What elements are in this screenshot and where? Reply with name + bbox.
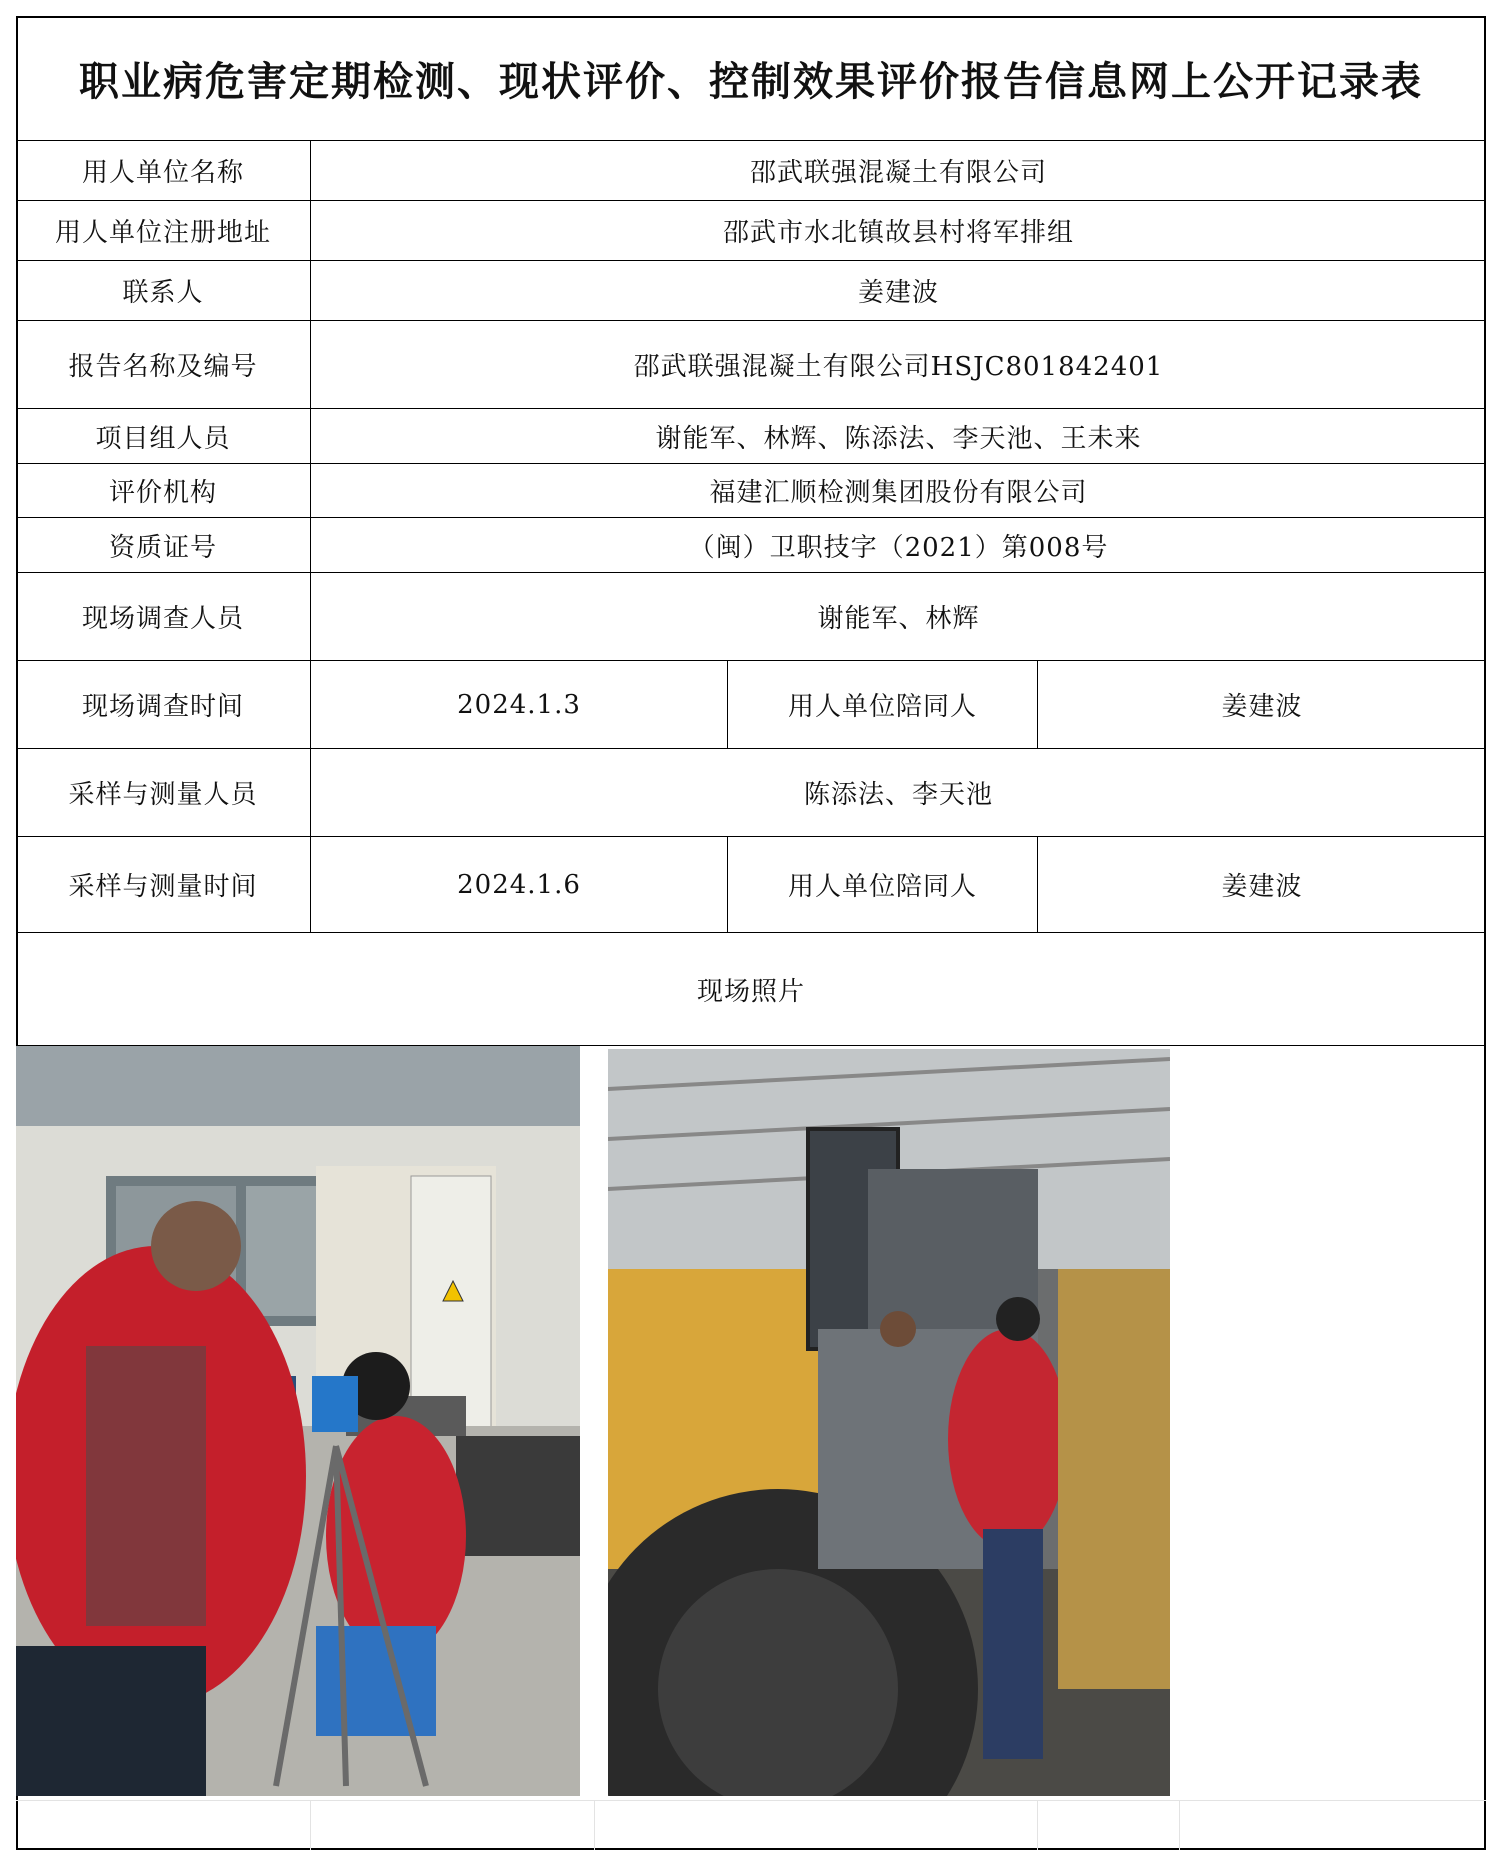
row-employer-address: [16, 200, 1486, 260]
label-contact: 联系人: [122, 278, 204, 308]
label-sampling-accompany: 用人单位陪同人: [727, 837, 1037, 932]
row-sampling-time: [16, 836, 1486, 932]
row-qualification: [16, 517, 1486, 572]
row-team: [16, 408, 1486, 463]
site-photo-loader: [608, 1049, 1170, 1796]
value-team: 谢能军、林辉、陈添法、李天池、王未来: [310, 409, 1486, 463]
value-sampling-time: 2024.1.6: [310, 837, 727, 932]
row-photos-label: [16, 932, 1486, 1046]
site-photo-indoor: [16, 1046, 580, 1796]
value-qualification: （闽）卫职技字（2021）第008号: [310, 518, 1486, 572]
value-sampling-accompany: 姜建波: [1037, 837, 1486, 932]
label-survey-accompany: 用人单位陪同人: [727, 661, 1037, 748]
document-title: 职业病危害定期检测、现状评价、控制效果评价报告信息网上公开记录表: [79, 57, 1423, 105]
footer-divider-3: [1037, 1801, 1038, 1850]
value-survey-time: 2024.1.3: [310, 661, 727, 748]
footer-divider-4: [1179, 1801, 1180, 1850]
footer-divider-2: [594, 1801, 595, 1850]
label-survey-staff: 现场调查人员: [81, 604, 244, 634]
value-agency: 福建汇顺检测集团股份有限公司: [310, 464, 1486, 517]
row-sampling-staff: [16, 748, 1486, 836]
row-report: [16, 320, 1486, 408]
photos-label: 现场照片: [696, 976, 805, 1007]
value-employer-address: 邵武市水北镇故县村将军排组: [310, 201, 1486, 260]
row-agency: [16, 463, 1486, 517]
value-sampling-staff: 陈添法、李天池: [310, 749, 1486, 836]
footer-divider-1: [310, 1801, 311, 1850]
row-survey-staff: [16, 572, 1486, 660]
value-employer-name: 邵武联强混凝土有限公司: [310, 141, 1486, 200]
row-survey-time: [16, 660, 1486, 748]
value-survey-staff: 谢能军、林辉: [310, 573, 1486, 660]
blank-footer-row: [16, 1800, 1486, 1850]
row-employer-name: [16, 140, 1486, 200]
label-qualification: 资质证号: [108, 532, 217, 563]
label-sampling-staff: 采样与测量人员: [68, 780, 258, 810]
label-sampling-time: 采样与测量时间: [68, 872, 258, 902]
label-report: 报告名称及编号: [68, 352, 258, 382]
value-contact: 姜建波: [310, 261, 1486, 320]
label-survey-time: 现场调查时间: [81, 692, 244, 722]
label-employer-name: 用人单位名称: [81, 158, 244, 188]
label-agency: 评价机构: [108, 478, 217, 508]
row-contact: [16, 260, 1486, 320]
label-employer-address: 用人单位注册地址: [54, 218, 271, 248]
label-team: 项目组人员: [95, 423, 231, 454]
value-report: 邵武联强混凝土有限公司HSJC801842401: [310, 321, 1486, 408]
value-survey-accompany: 姜建波: [1037, 661, 1486, 748]
